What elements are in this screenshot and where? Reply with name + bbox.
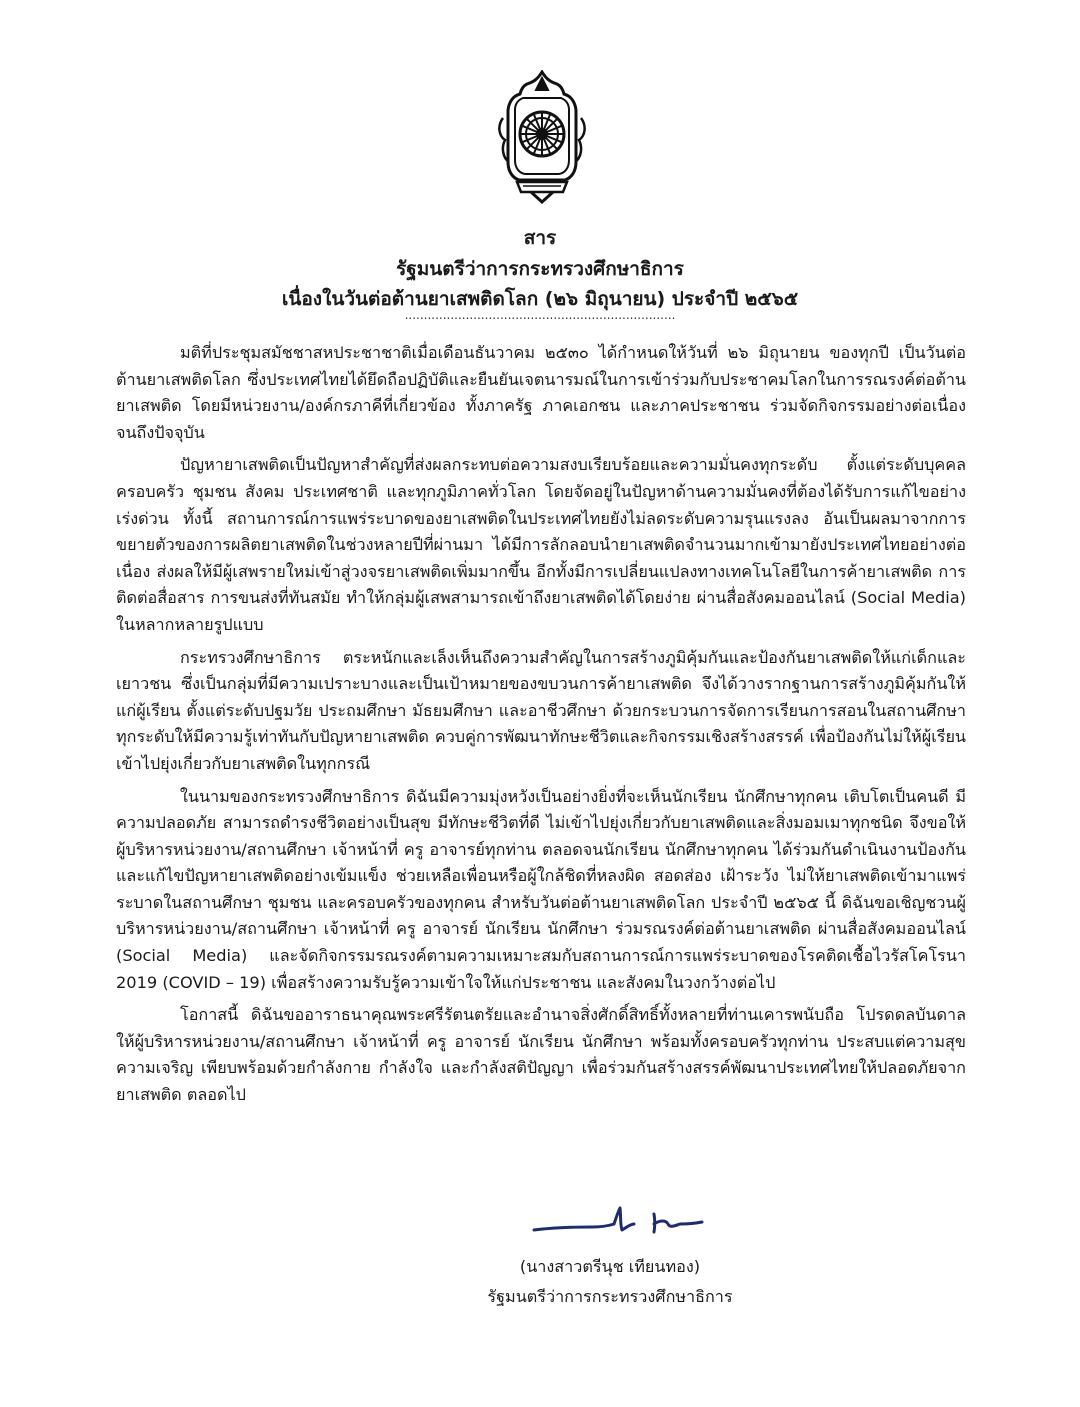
document-subtitle: รัฐมนตรีว่าการกระทรวงศึกษาธิการ xyxy=(396,258,684,280)
signer-title: รัฐมนตรีว่าการกระทรวงศึกษาธิการ xyxy=(487,1287,733,1306)
signer-name: (นางสาวตรีนุช เทียนทอง) xyxy=(519,1257,701,1276)
ministry-emblem-icon xyxy=(493,70,591,204)
paragraph: ปัญหายาเสพติดเป็นปัญหาสำคัญที่ส่งผลกระทบต่อความสงบเรียบร้อยและความมั่นคงทุกระดับ ตั้งแต่ระดับบุคคล ครอบครัว ชุมชน สังคม ประเทศชาติ และทุกภูมิภาคทั่วโลก โดยจัดอยู่ในปัญหาด้านความมั่นคงที่ต้องได้รับการแก้ไขอย่างเร่งด่วน ทั้งนี้ สถานการณ์การแพร่ระบาดของยาเสพติดในประเทศไทยยังไม่ลดระดับความรุนแรงลง อันเป็นผลมาจากการขยายตัวของการผลิตยาเสพติดในช่วงหลายปีที่ผ่านมา ได้มีการลักลอบนำยาเสพติดจำนวนมากเข้ามายังประเทศไทยอย่างต่อเนื่อง ส่งผลให้มีผู้เสพรายใหม่เข้าสู่วงจรยาเสพติดเพิ่มมากขึ้น อีกทั้งมีการเปลี่ยนแปลงทางเทคโนโลยีในการค้ายาเสพติด การติดต่อสื่อสาร การขนส่งที่ทันสมัย ทำให้กลุ่มผู้เสพสามารถเข้าถึงยาเสพติดได้โดยง่าย ผ่านสื่อสังคมออนไลน์ (Social Media) ในหลากหลายรูปแบบ xyxy=(116,455,966,634)
letter-body xyxy=(116,340,966,1115)
document-occasion: เนื่องในวันต่อต้านยาเสพติดโลก (๒๖ มิถุนายน) ประจำปี ๒๕๖๕ xyxy=(281,288,799,310)
paragraph: มติที่ประชุมสมัชชาสหประชาชาติเมื่อเดือนธันวาคม ๒๕๓๐ ได้กำหนดให้วันที่ ๒๖ มิถุนายน ของทุกปี เป็นวันต่อต้านยาเสพติดโลก ซึ่งประเทศไทยได้ยึดถือปฏิบัติและยืนยันเจตนารมณ์ในการเข้าร่วมกับประชาคมโลกในการรณรงค์ต่อต้านยาเสพติด โดยมีหน่วยงาน/องค์กรภาคีที่เกี่ยวข้อง ทั้งภาครัฐ ภาคเอกชน และภาคประชาชน ร่วมจัดกิจกรรมอย่างต่อเนื่องจนถึงปัจจุบัน xyxy=(116,343,966,442)
paragraph: ในนามของกระทรวงศึกษาธิการ ดิฉันมีความมุ่งหวังเป็นอย่างยิ่งที่จะเห็นนักเรียน นักศึกษาทุกคน เติบโตเป็นคนดี มีความปลอดภัย สามารถดำรงชีวิตอย่างเป็นสุข มีทักษะชีวิตที่ดี ไม่เข้าไปยุ่งเกี่ยวกับยาเสพติดและสิ่งมอมเมาทุกชนิด จึงขอให้ผู้บริหารหน่วยงาน/สถานศึกษา เจ้าหน้าที่ ครู อาจารย์ทุกท่าน ตลอดจนนักเรียน นักศึกษาทุกคน ได้ร่วมกันดำเนินงานป้องกันและแก้ไขปัญหายาเสพติดอย่างเข้มแข็ง ช่วยเหลือเพื่อนหรือผู้ใกล้ชิดที่หลงผิด สอดส่อง เฝ้าระวัง ไม่ให้ยาเสพติดเข้ามาแพร่ระบาดในสถานศึกษา ชุมชน และครอบครัวของทุกคน สำหรับวันต่อต้านยาเสพติดโลก ประจำปี ๒๕๖๕ นี้ ดิฉันขอเชิญชวนผู้บริหารหน่วยงาน/สถานศึกษา เจ้าหน้าที่ ครู อาจารย์ นักเรียน นักศึกษา ร่วมรณรงค์ต่อต้านยาเสพติด ผ่านสื่อสังคมออนไลน์ (Social Media) และจัดกิจกรรมรณรงค์ตามความเหมาะสมกับสถานการณ์การแพร่ระบาดของโรคติดเชื้อไวรัสโคโรนา 2019 (COVID – 19) เพื่อสร้างความรับรู้ความเข้าใจให้แก่ประชาชน และสังคมในวงกว้างต่อไป xyxy=(116,786,966,992)
paragraph: โอกาสนี้ ดิฉันขออาราธนาคุณพระศรีรัตนตรัยและอำนาจสิ่งศักดิ์สิทธิ์ทั้งหลายที่ท่านเคารพนับถือ โปรดดลบันดาลให้ผู้บริหารหน่วยงาน/สถานศึกษา เจ้าหน้าที่ ครู อาจารย์ นักเรียน นักศึกษา พร้อมทั้งครอบครัวทุกท่าน ประสบแต่ความสุข ความเจริญ เพียบพร้อมด้วยกำลังกาย กำลังใจ และกำลังสติปัญญา เพื่อร่วมกันสร้างสรรค์พัฒนาประเทศไทยให้ปลอดภัยจากยาเสพติด ตลอดไป xyxy=(116,1005,966,1105)
paragraph: กระทรวงศึกษาธิการ ตระหนักและเล็งเห็นถึงความสำคัญในการสร้างภูมิคุ้มกันและป้องกันยาเสพติดให้แก่เด็กและเยาวชน ซึ่งเป็นกลุ่มที่มีความเปราะบางและเป็นเป้าหมายของขบวนการค้ายาเสพติด จึงได้วางรากฐานการสร้างภูมิคุ้มกันให้แก่ผู้เรียน ตั้งแต่ระดับปฐมวัย ประถมศึกษา มัธยมศึกษา และอาชีวศึกษา ด้วยกระบวนการจัดการเรียนการสอนในสถานศึกษาทุกระดับให้มีความรู้เท่าทันกับปัญหายาเสพติด ควบคู่การพัฒนาทักษะชีวิตและกิจกรรมเชิงสร้างสรรค์ เพื่อป้องกันไม่ให้ผู้เรียนเข้าไปยุ่งเกี่ยวกับยาเสพติดในทุกกรณี xyxy=(116,647,966,773)
handwritten-signature xyxy=(530,1202,710,1242)
document-title: สาร xyxy=(523,227,557,249)
separator-line: ....................................................................... xyxy=(404,308,676,322)
